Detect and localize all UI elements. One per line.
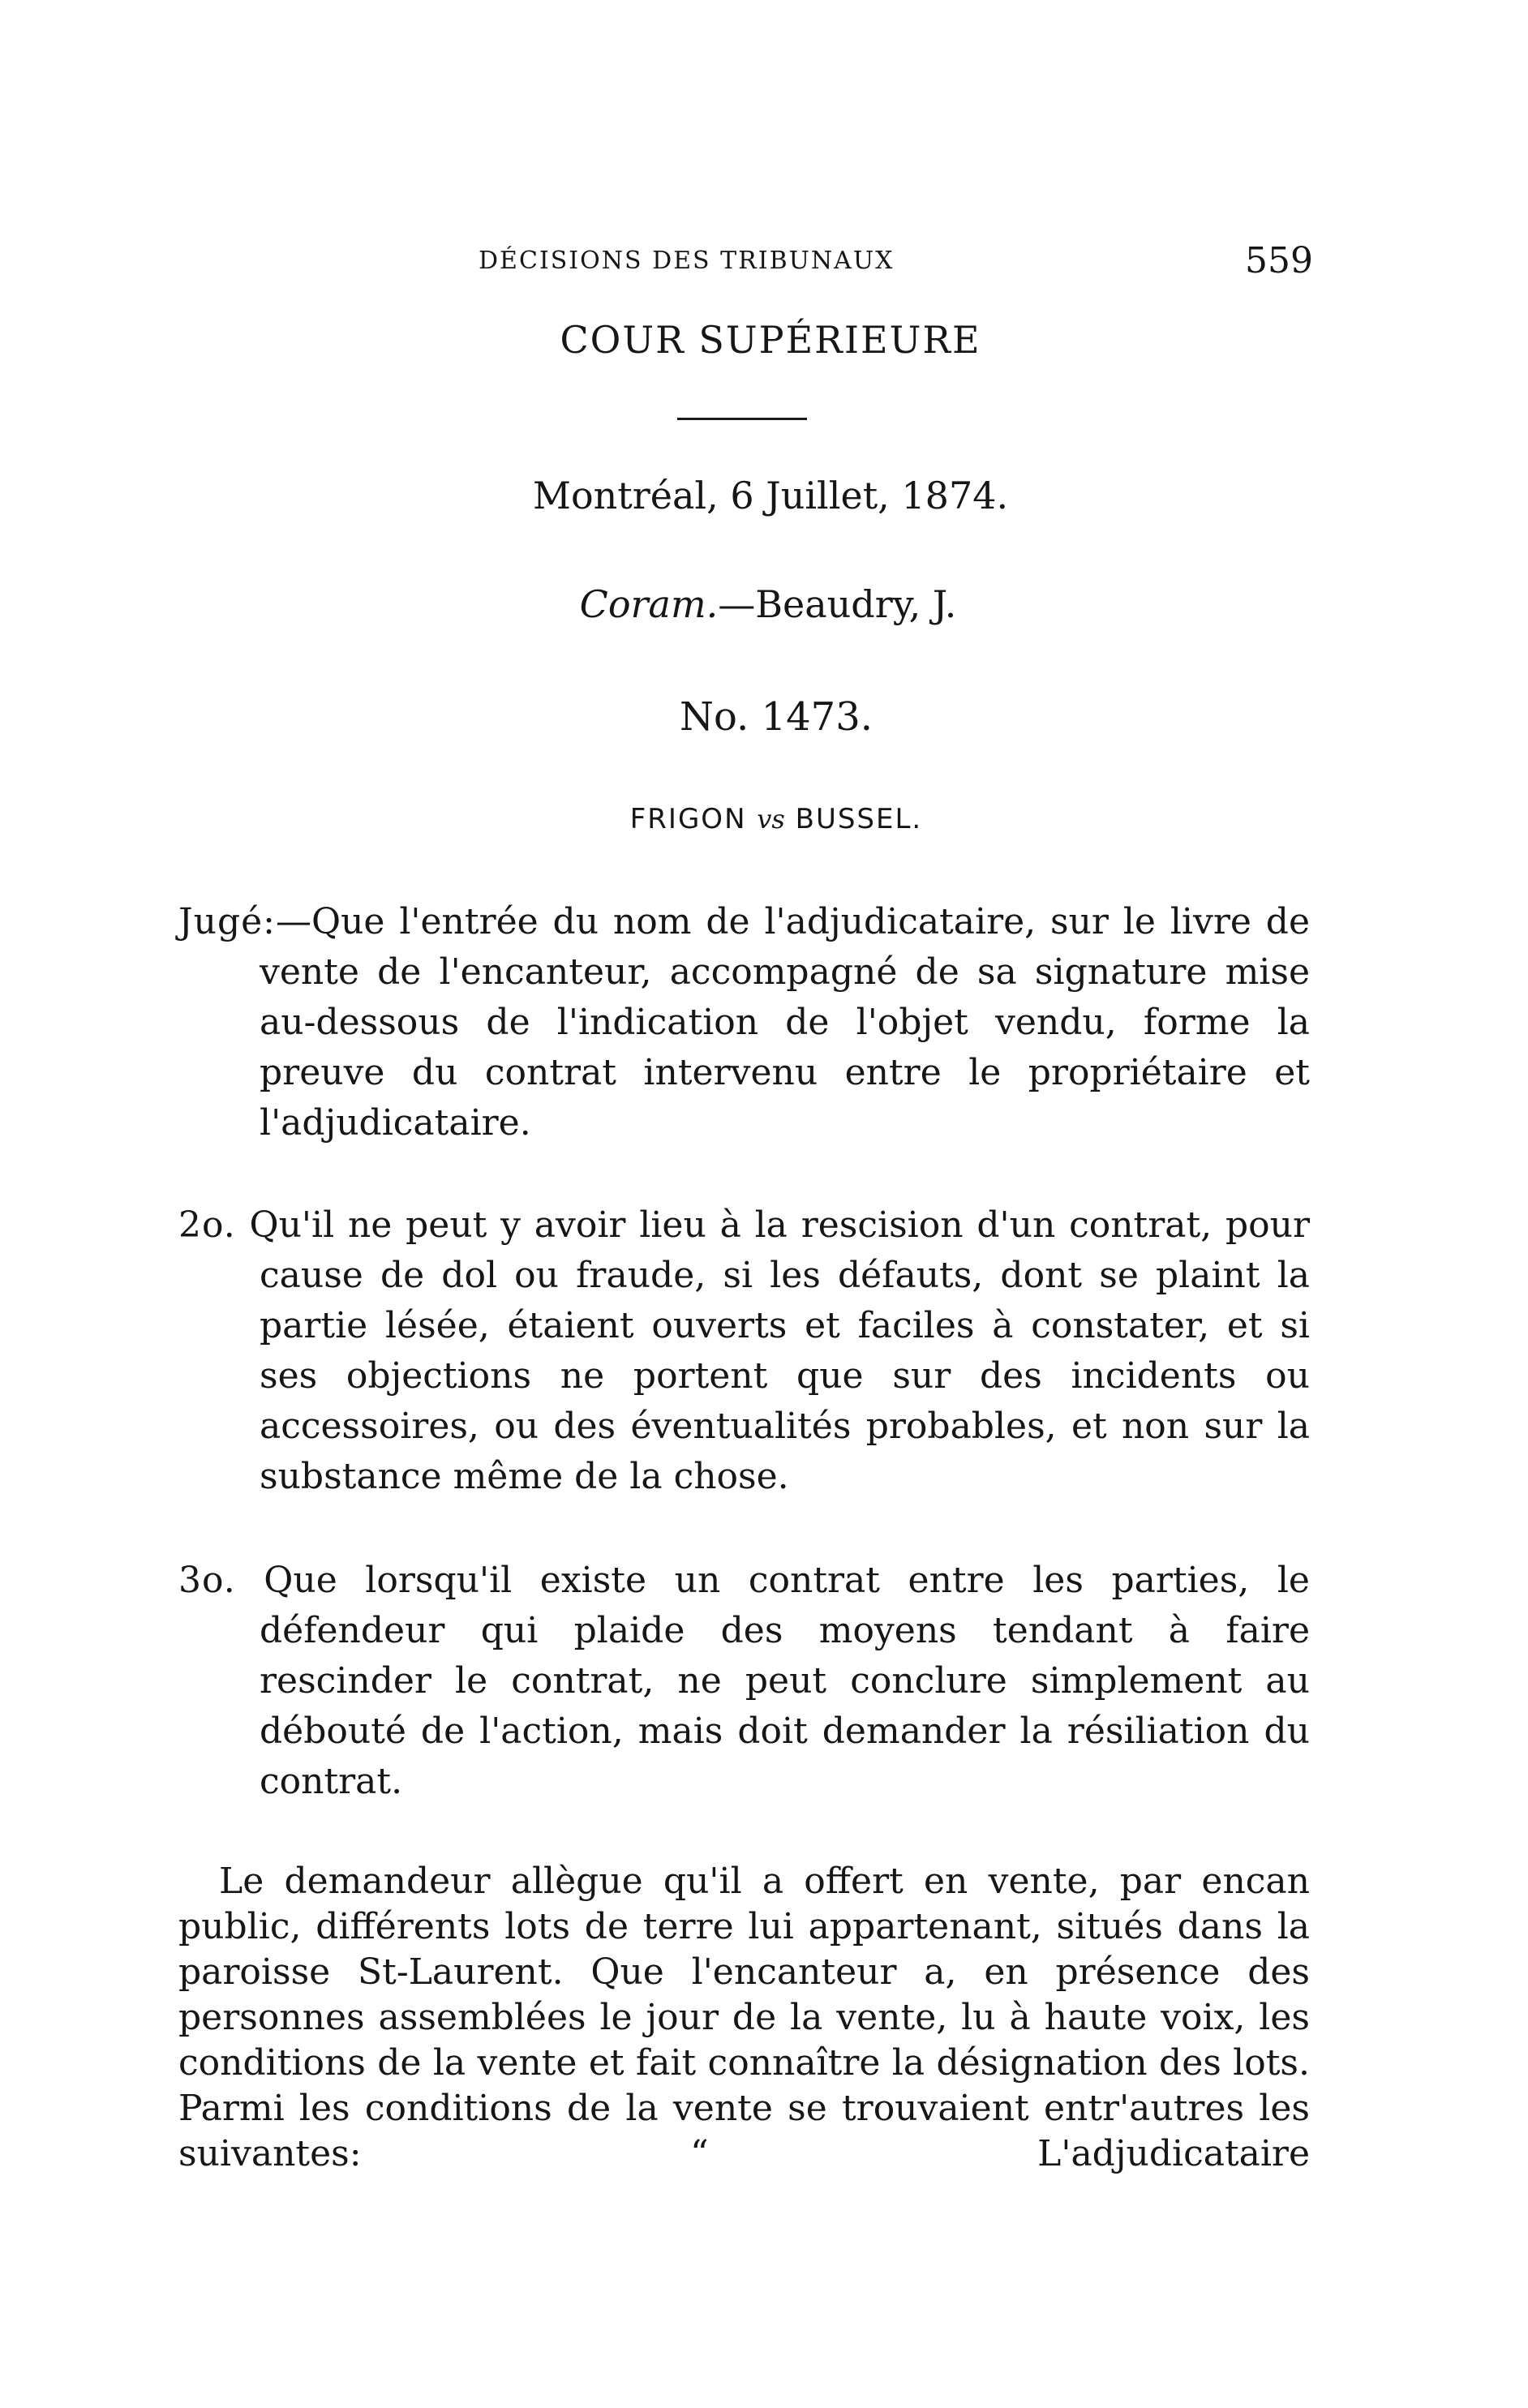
holding-1: [178, 897, 1310, 1148]
holding-3: [178, 1556, 1310, 1807]
decision-date: Montréal, 6 Juillet, 1874.: [532, 474, 1009, 517]
holding-text: Qu'il ne peut y avoir lieu à la rescision d'un contrat, pour cause de dol ou fraude, si les défauts, dont se plaint la partie lésée, étaient ouverts et faciles à constater, et si ses objections ne portent que sur des incidents ou accessoires, ou des éventualités probables, et non sur la substance même de la chose.: [249, 1204, 1310, 1497]
court-title: COUR SUPÉRIEURE: [560, 318, 981, 362]
versus-label: vs: [757, 804, 785, 835]
title-rule: [677, 418, 807, 420]
holding-label: 2o.: [178, 1204, 236, 1246]
coram-line: [0, 582, 1528, 626]
case-number: No. 1473.: [680, 694, 873, 740]
case-parties: [0, 803, 1528, 835]
holding-text: —Que l'entrée du nom de l'adjudicataire, sur le livre de vente de l'encanteur, accompagné de sa signature mise au-dessous de l'indication de l'objet vendu, forme la preuve du contrat intervenu entre le propriétaire et l'adjudicataire.: [260, 901, 1310, 1144]
holding-label: 3o.: [178, 1560, 236, 1601]
coram-judge: —Beaudry, J.: [718, 582, 957, 626]
holding-2: [178, 1200, 1310, 1502]
body-paragraph: Le demandeur allègue qu'il a offert en vente, par encan public, différents lots de terre lui appartenant, situés dans la paroisse St-Laurent. Que l'encanteur a, en présence des personnes assemblées le jour de la vente, lu à haute voix, les conditions de la vente et fait connaître la désignation des lots. Parmi les conditions de la vente se trouvaient entr'autres les suivantes: “ L'adjudicataire: [178, 1861, 1310, 2174]
holding-label: Jugé:: [178, 901, 277, 942]
defendant-name: BUSSEL.: [795, 803, 923, 835]
plaintiff-name: FRIGON: [629, 803, 747, 835]
holding-text: Que lorsqu'il existe un contrat entre les parties, le défendeur qui plaide des moyens tendant à faire rescinder le contrat, ne peut conclure simplement au débouté de l'action, mais doit demander la résiliation du contrat.: [260, 1560, 1310, 1802]
running-head: DÉCISIONS DES TRIBUNAUX: [479, 247, 895, 275]
coram-label: Coram.: [579, 582, 719, 626]
page-number: 559: [1245, 240, 1313, 281]
